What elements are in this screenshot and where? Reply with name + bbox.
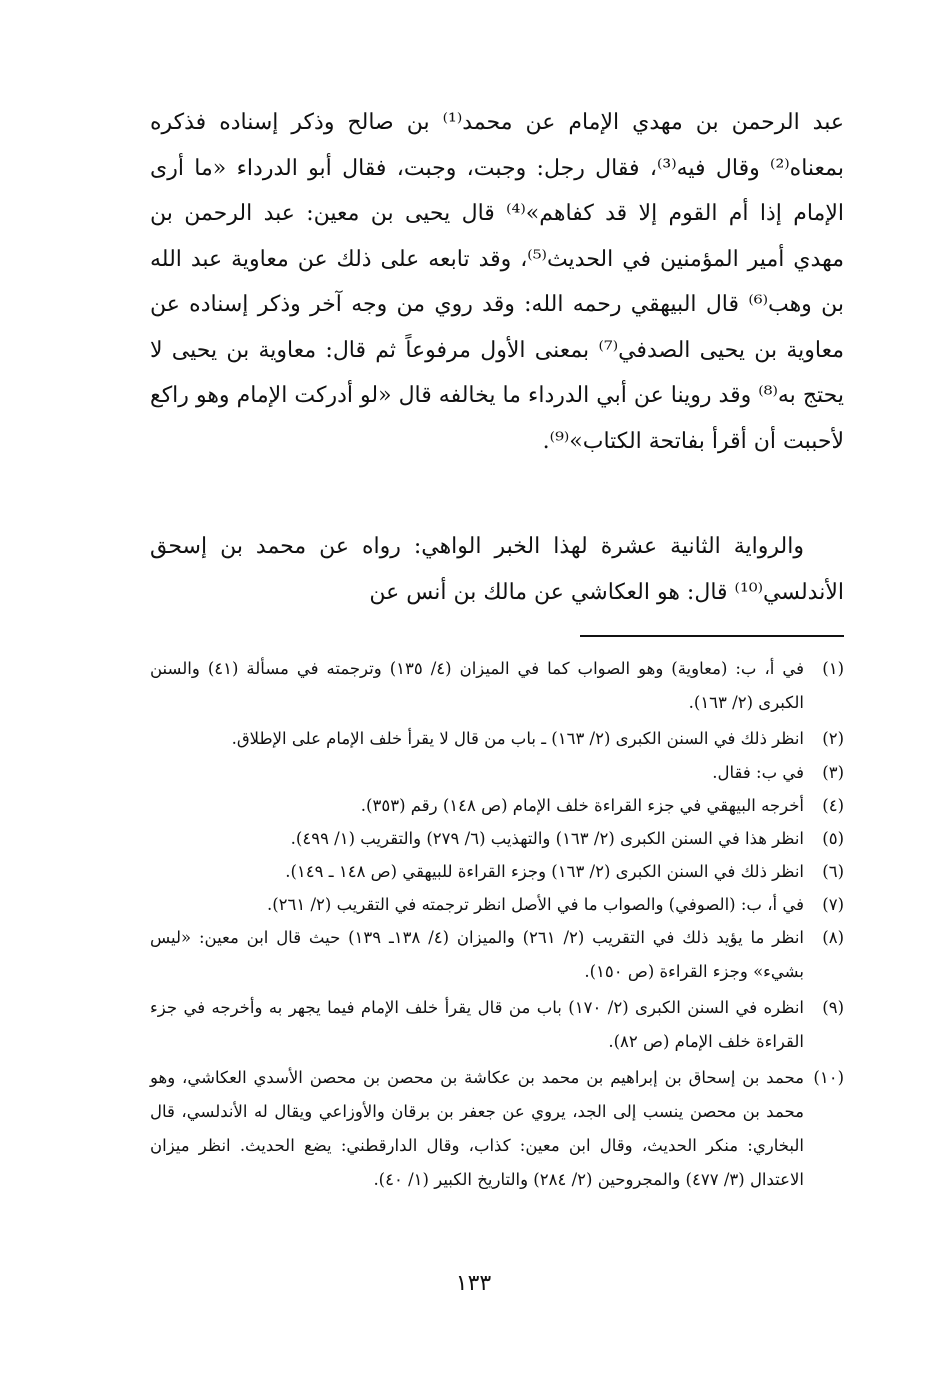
footnote-text: في أ، ب: (الصوفي) والصواب ما في الأصل انظر ترجمته في التقريب (٢/ ٢٦١).	[266, 895, 804, 914]
footnote-number: (١٠)	[813, 1068, 844, 1087]
footnote-2	[150, 722, 844, 756]
footnote-3	[150, 756, 844, 789]
footnote-6	[150, 855, 844, 888]
footnote-text: انظره في السنن الكبرى (٢/ ١٧٠) باب من قال يقرأ خلف الإمام فيما يجهر به وأخرجه في جزء القراءة خلف الإمام (ص ٨٢).	[150, 998, 804, 1051]
footnote-number: (٩)	[822, 998, 844, 1017]
footnote-text: انظر ذلك في السنن الكبرى (٢/ ١٦٣) ـ باب من قال لا يقرأ خلف الإمام على الإطلاق.	[231, 729, 804, 748]
footnote-number: (١)	[822, 659, 844, 678]
footnote-number: (٣)	[822, 763, 844, 782]
footnote-number: (٨)	[822, 928, 844, 947]
footnote-text: أخرجه البيهقي في جزء القراءة خلف الإمام (ص ١٤٨) رقم (٣٥٣).	[360, 796, 804, 815]
footnote-number: (٥)	[822, 829, 844, 848]
footnote-number: (٦)	[822, 862, 844, 881]
footnote-7	[150, 888, 844, 921]
footnote-1	[150, 652, 844, 720]
footnote-text: في أ، ب: (معاوية) وهو الصواب كما في الميزان (٤/ ١٣٥) وترجمته في مسألة (٤١) والسنن الكبرى (٢/ ١٦٣).	[150, 659, 804, 712]
footnote-text: محمد بن إسحاق بن إبراهيم بن محمد بن عكاشة بن محصن بن محصن الأسدي العكاشي، وهو محمد بن محصن ينسب إلى الجد، يروي عن جعفر بن برقان والأوزاعي ويقال له الأندلسي، قال البخاري: منكر الحديث، وقال ابن معين: كذاب، وقال الدارقطني: يضع الحديث. انظر ميزان الاعتدال (٣/ ٤٧٧) والمجروحين (٢/ ٢٨٤) والتاريخ الكبير (١/ ٤٠).	[150, 1068, 804, 1189]
footnotes	[150, 652, 844, 1197]
footnote-text: انظر هذا في السنن الكبرى (٢/ ١٦٣) والتهذيب (٦/ ٢٧٩) والتقريب (١/ ٤٩٩).	[290, 829, 804, 848]
footnote-text: انظر ما يؤيد ذلك في التقريب (٢/ ٢٦١) والميزان (٤/ ١٣٨ـ ١٣٩) حيث قال ابن معين: «ليس بشيء» وجزء القراءة (ص ١٥٠).	[150, 928, 804, 981]
page-number: ١٣٣	[455, 1271, 492, 1296]
paragraph-1: عبد الرحمن بن مهدي الإمام عن محمد⁽¹⁾ بن صالح وذكر إسناده فذكره بمعناه⁽²⁾ وقال فيه⁽³⁾، فقال رجل: وجبت، وجبت، فقال أبو الدرداء «ما أرى الإمام إذا أم القوم إلا قد كفاهم»⁽⁴⁾ قال يحيى بن معين: عبد الرحمن بن مهدي أمير المؤمنين في الحديث⁽⁵⁾، وقد تابعه على ذلك عن معاوية عبد الله بن وهب⁽⁶⁾ قال البيهقي رحمه الله: وقد روي من وجه آخر وذكر إسناده عن معاوية بن يحيى الصدفي⁽⁷⁾ بمعنى الأول مرفوعاً ثم قال: معاوية بن يحيى لا يحتج به⁽⁸⁾ وقد روينا عن أبي الدرداء ما يخالفه قال «لو أدركت الإمام وهو راكع لأحببت أن أقرأ بفاتحة الكتاب»⁽⁹⁾.	[150, 110, 845, 454]
paragraph-2: والرواية الثانية عشرة لهذا الخبر الواهي: رواه عن محمد بن إسحق الأندلسي⁽¹⁰⁾ قال: هو العكاشي عن مالك بن أنس عن	[150, 534, 844, 605]
footnote-5	[150, 822, 844, 855]
footnote-4	[150, 789, 844, 822]
footnote-text: انظر ذلك في السنن الكبرى (٢/ ١٦٣) وجزء القراءة للبيهقي (ص ١٤٨ ـ ١٤٩).	[285, 862, 804, 881]
footnote-text: في ب: فقال.	[712, 763, 804, 782]
footnote-number: (٢)	[822, 729, 844, 748]
footnote-number: (٧)	[822, 895, 844, 914]
footnote-10	[150, 1061, 844, 1197]
footnote-number: (٤)	[822, 796, 844, 815]
main-text	[150, 100, 844, 615]
footnote-separator	[580, 635, 844, 637]
footnote-9	[150, 991, 844, 1059]
footnote-8	[150, 921, 844, 989]
